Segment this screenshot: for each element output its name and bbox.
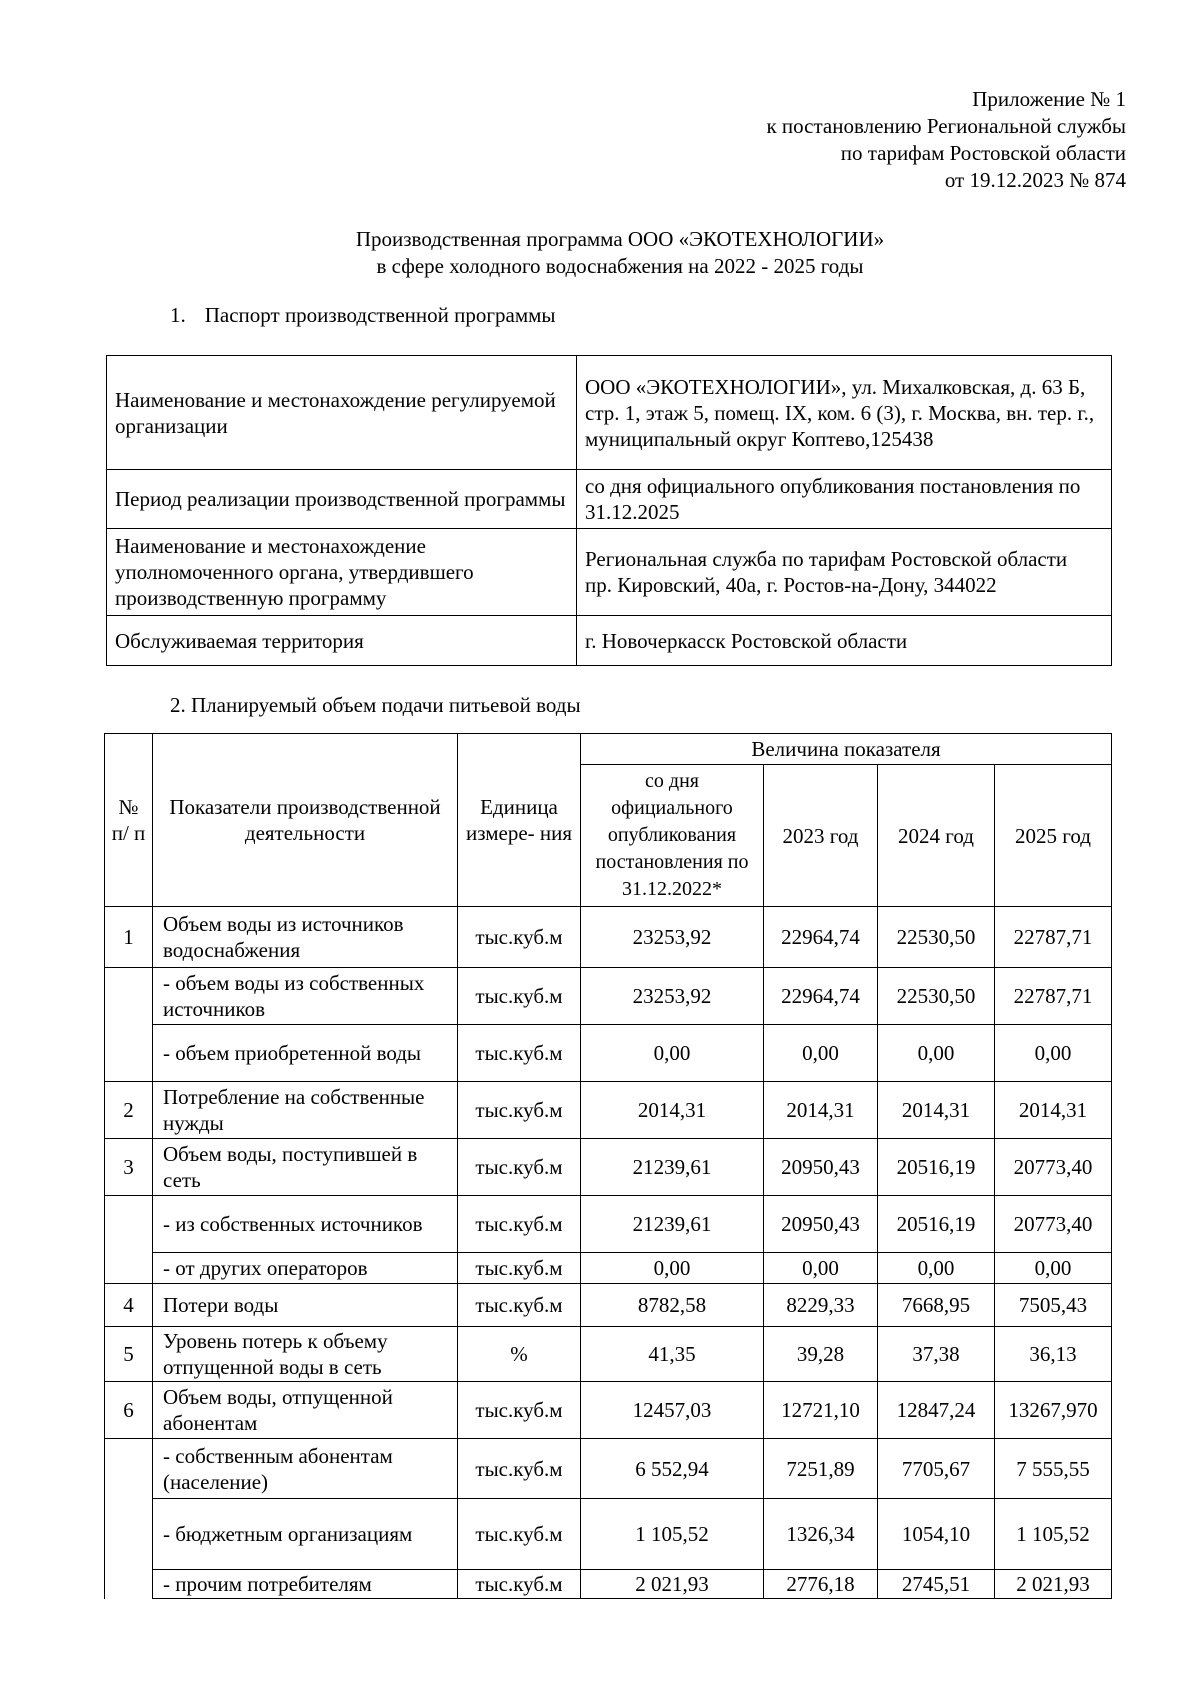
table-row <box>107 529 1112 616</box>
document-title <box>0 226 1200 280</box>
row-value-2024: 20516,19 <box>878 1139 995 1196</box>
section-1-heading <box>170 303 556 328</box>
row-number <box>105 1439 153 1599</box>
row-value-2025: 36,13 <box>995 1327 1112 1382</box>
row-indicator: Объем воды, отпущенной абонентам <box>153 1382 458 1439</box>
appendix-line-3: по тарифам Ростовской области <box>840 141 1126 165</box>
row-number: 3 <box>105 1139 153 1196</box>
table-row <box>105 1196 1112 1253</box>
row-unit: тыс.куб.м <box>458 1082 581 1139</box>
appendix-line-1: Приложение № 1 <box>972 87 1126 111</box>
row-unit: тыс.куб.м <box>458 968 581 1025</box>
row-value-2025: 7 555,55 <box>995 1439 1112 1499</box>
row-value-2024: 22530,50 <box>878 968 995 1025</box>
row-number <box>105 1196 153 1284</box>
row-number: 6 <box>105 1382 153 1439</box>
row-value-2023: 0,00 <box>764 1253 878 1284</box>
row-number <box>105 968 153 1082</box>
volume-table-body <box>105 907 1112 1599</box>
row-value-2023: 20950,43 <box>764 1196 878 1253</box>
row-unit: тыс.куб.м <box>458 1570 581 1599</box>
passport-label: Наименование и местонахождение регулируемой организации <box>107 356 577 470</box>
row-value-2023: 2776,18 <box>764 1570 878 1599</box>
section-2-heading: 2. Планируемый объем подачи питьевой воды <box>170 693 581 717</box>
row-value-2023: 7251,89 <box>764 1439 878 1499</box>
table-row <box>105 1439 1112 1499</box>
passport-label: Обслуживаемая территория <box>107 616 577 666</box>
row-unit: тыс.куб.м <box>458 1025 581 1082</box>
table-row <box>107 356 1112 470</box>
row-unit: тыс.куб.м <box>458 1139 581 1196</box>
row-value-2024: 7668,95 <box>878 1284 995 1327</box>
header-year-2024: 2024 год <box>878 765 995 907</box>
row-value-period: 2014,31 <box>581 1082 764 1139</box>
row-value-2024: 37,38 <box>878 1327 995 1382</box>
row-value-2025: 20773,40 <box>995 1196 1112 1253</box>
header-group: Величина показателя <box>581 734 1112 765</box>
row-value-period: 23253,92 <box>581 968 764 1025</box>
table-row <box>105 907 1112 968</box>
table-row <box>105 1082 1112 1139</box>
row-unit: тыс.куб.м <box>458 907 581 968</box>
passport-value-address: пр. Кировский, 40а, г. Ростов-на-Дону, 344022 <box>585 573 997 597</box>
row-value-period: 12457,03 <box>581 1382 764 1439</box>
row-indicator: - объем приобретенной воды <box>153 1025 458 1082</box>
row-value-2024: 7705,67 <box>878 1439 995 1499</box>
row-indicator: Уровень потерь к объему отпущенной воды в сеть <box>153 1327 458 1382</box>
header-period-col: со дня официального опубликования постановления по 31.12.2022* <box>581 765 764 907</box>
appendix-line-4: от 19.12.2023 № 874 <box>944 168 1126 192</box>
table-row <box>105 1284 1112 1327</box>
row-value-2025: 20773,40 <box>995 1139 1112 1196</box>
header-year-2025: 2025 год <box>995 765 1112 907</box>
row-value-2023: 22964,74 <box>764 968 878 1025</box>
appendix-header <box>766 86 1126 194</box>
table-header-row <box>105 734 1112 765</box>
row-indicator: - объем воды из собственных источников <box>153 968 458 1025</box>
passport-table <box>106 355 1112 666</box>
row-value-2023: 1326,34 <box>764 1499 878 1570</box>
row-value-period: 6 552,94 <box>581 1439 764 1499</box>
row-value-2025: 2 021,93 <box>995 1570 1112 1599</box>
row-value-2024: 22530,50 <box>878 907 995 968</box>
row-value-period: 2 021,93 <box>581 1570 764 1599</box>
row-unit: тыс.куб.м <box>458 1382 581 1439</box>
row-value-2025: 0,00 <box>995 1253 1112 1284</box>
passport-value-line: Региональная служба по тарифам Ростовской области <box>585 547 1068 571</box>
passport-value: г. Новочеркасск Ростовской области <box>577 616 1112 666</box>
row-unit: тыс.куб.м <box>458 1439 581 1499</box>
row-value-2024: 2745,51 <box>878 1570 995 1599</box>
table-row <box>105 1253 1112 1284</box>
table-row <box>105 1025 1112 1082</box>
row-indicator: - от других операторов <box>153 1253 458 1284</box>
passport-value <box>577 529 1112 616</box>
section-1-title: Паспорт производственной программы <box>204 303 556 327</box>
section-1-number: 1. <box>170 303 186 327</box>
appendix-line-2: к постановлению Региональной службы <box>766 114 1126 138</box>
header-year-2023: 2023 год <box>764 765 878 907</box>
header-indicator: Показатели производственной деятельности <box>153 734 458 907</box>
row-indicator: Потери воды <box>153 1284 458 1327</box>
title-line-2: в сфере холодного водоснабжения на 2022 - 2025 годы <box>376 254 864 278</box>
row-value-2023: 12721,10 <box>764 1382 878 1439</box>
row-value-2024: 12847,24 <box>878 1382 995 1439</box>
header-num: № п/ п <box>105 734 153 907</box>
row-indicator: - из собственных источников <box>153 1196 458 1253</box>
row-number: 1 <box>105 907 153 968</box>
row-value-2025: 2014,31 <box>995 1082 1112 1139</box>
header-unit: Единица измере- ния <box>458 734 581 907</box>
table-row <box>107 470 1112 529</box>
row-value-2024: 2014,31 <box>878 1082 995 1139</box>
row-value-period: 21239,61 <box>581 1196 764 1253</box>
table-row <box>105 1139 1112 1196</box>
row-value-2023: 0,00 <box>764 1025 878 1082</box>
table-row <box>105 1382 1112 1439</box>
passport-label: Наименование и местонахождение уполномоченного органа, утвердившего производственную программу <box>107 529 577 616</box>
row-value-2023: 39,28 <box>764 1327 878 1382</box>
row-indicator: Объем воды из источников водоснабжения <box>153 907 458 968</box>
row-value-2024: 20516,19 <box>878 1196 995 1253</box>
row-indicator: - бюджетным организациям <box>153 1499 458 1570</box>
row-value-2024: 0,00 <box>878 1025 995 1082</box>
row-number: 5 <box>105 1327 153 1382</box>
row-indicator: Объем воды, поступившей в сеть <box>153 1139 458 1196</box>
row-value-2025: 0,00 <box>995 1025 1112 1082</box>
passport-value: ООО «ЭКОТЕХНОЛОГИИ», ул. Михалковская, д. 63 Б, стр. 1, этаж 5, помещ. IX, ком. 6 (3), г. Москва, вн. тер. г., муниципальный округ Коптево,125438 <box>577 356 1112 470</box>
passport-label: Период реализации производственной программы <box>107 470 577 529</box>
row-value-2025: 7505,43 <box>995 1284 1112 1327</box>
table-row <box>105 968 1112 1025</box>
row-unit: тыс.куб.м <box>458 1196 581 1253</box>
passport-value: со дня официального опубликования постановления по 31.12.2025 <box>577 470 1112 529</box>
row-value-2025: 22787,71 <box>995 968 1112 1025</box>
row-value-2023: 22964,74 <box>764 907 878 968</box>
row-value-2023: 8229,33 <box>764 1284 878 1327</box>
row-value-2023: 2014,31 <box>764 1082 878 1139</box>
row-value-2024: 1054,10 <box>878 1499 995 1570</box>
volume-table <box>104 733 1112 1599</box>
row-unit: тыс.куб.м <box>458 1499 581 1570</box>
row-value-period: 0,00 <box>581 1253 764 1284</box>
row-value-2024: 0,00 <box>878 1253 995 1284</box>
row-unit: тыс.куб.м <box>458 1253 581 1284</box>
row-value-period: 23253,92 <box>581 907 764 968</box>
row-value-period: 8782,58 <box>581 1284 764 1327</box>
row-indicator: Потребление на собственные нужды <box>153 1082 458 1139</box>
row-value-period: 1 105,52 <box>581 1499 764 1570</box>
title-line-1: Производственная программа ООО «ЭКОТЕХНОЛОГИИ» <box>355 227 885 251</box>
row-value-2025: 13267,970 <box>995 1382 1112 1439</box>
row-number: 4 <box>105 1284 153 1327</box>
row-indicator: - собственным абонентам (население) <box>153 1439 458 1499</box>
table-row <box>107 616 1112 666</box>
table-row <box>105 1327 1112 1382</box>
row-value-2023: 20950,43 <box>764 1139 878 1196</box>
row-unit: % <box>458 1327 581 1382</box>
row-unit: тыс.куб.м <box>458 1284 581 1327</box>
row-value-period: 21239,61 <box>581 1139 764 1196</box>
row-indicator: - прочим потребителям <box>153 1570 458 1599</box>
row-value-2025: 1 105,52 <box>995 1499 1112 1570</box>
row-value-period: 41,35 <box>581 1327 764 1382</box>
table-row <box>105 1499 1112 1570</box>
table-row <box>105 1570 1112 1599</box>
row-value-2025: 22787,71 <box>995 907 1112 968</box>
row-number: 2 <box>105 1082 153 1139</box>
row-value-period: 0,00 <box>581 1025 764 1082</box>
